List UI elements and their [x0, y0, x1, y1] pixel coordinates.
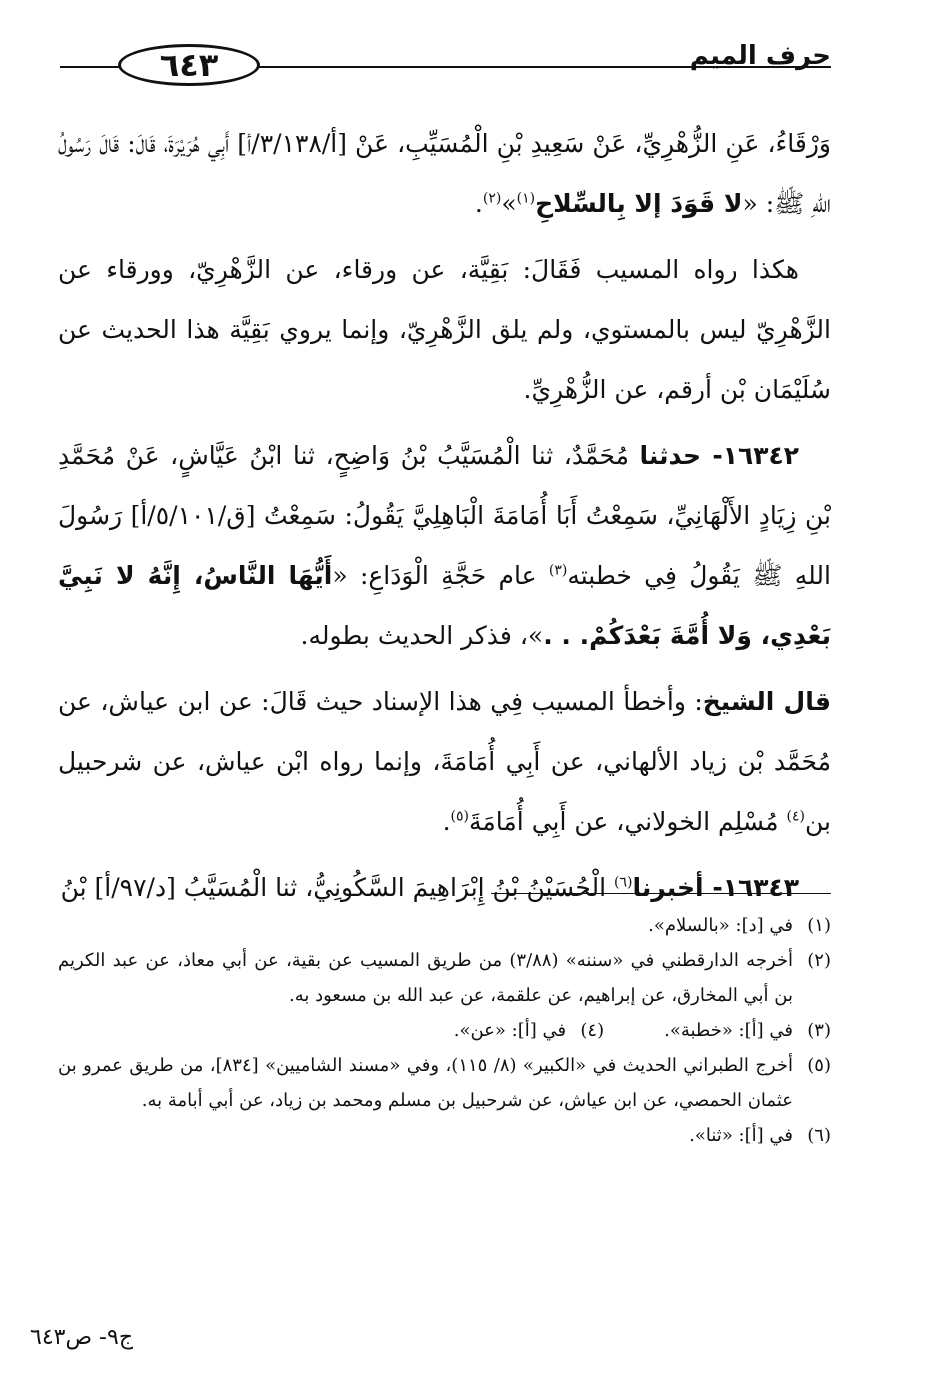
sheikh-text: : وأخطأ المسيب فِي هذا الإسناد حيث قَالَ: عن ابن عياش، عن مُحَمَّد بْن زياد الألهاني، عن أَبِي أُمَامَةَ، وإنما رواه ابْن عياش، عن شرحبيل بن — [58, 687, 831, 836]
footnote-text: أخرج الطبراني الحديث في «الكبير» (٨/ ١١٥)، وفي «مسند الشاميين» [٨٣٤]، من طريق عمرو بن عثمان الحمصي، عن ابن عياش، عن شرحبيل بن مسلم ومحمد بن زياد، عن أبي أبامة به. — [58, 1055, 793, 1111]
hadith-lead: أخبرنا — [632, 873, 704, 902]
hadith-text: الْحُسَيْنُ بْنُ إِبْرَاهِيمَ السَّكُونِيُّ، ثنا الْمُسَيَّبُ [د/٩٧/أ] بْنُ — [60, 873, 615, 902]
footnote-3 — [664, 1013, 831, 1048]
footnote-text: أخرجه الدارقطني في «سننه» (٣/٨٨) من طريق المسيب عن بقية، عن أبي معاذ، عن عبد الكريم بن أبي المخارق، عن إبراهيم، عن علقمة، عن عبد الله بن مسعود به. — [58, 950, 794, 1006]
footnote-separator — [491, 893, 831, 894]
hadith-number: ١٦٣٤٣- — [703, 873, 799, 902]
footnote-row-3-4 — [58, 1013, 831, 1048]
volume-page-signature: ج٩- ص٦٤٣ — [30, 1325, 134, 1350]
footnote-ref-3: (٣) — [548, 562, 568, 579]
main-text — [58, 114, 831, 924]
running-title: حرف الميم — [689, 41, 831, 71]
hadith-quote: لا قَوَدَ إلا بِالسِّلاحِ — [535, 189, 743, 218]
paragraph-1 — [58, 114, 831, 234]
footnote-number: (٥) — [807, 1055, 831, 1076]
footnote-text: في [أ]: «عن». — [453, 1020, 567, 1041]
footnote-ref-4: (٤) — [786, 808, 805, 825]
paragraph-hadith-16342 — [58, 426, 831, 666]
hadith-quote: أَيُّهَا النَّاسُ، إِنَّهُ لا نَبِيَّ بَعْدِي، وَلا أُمَّةَ بَعْدَكُمْ. . . — [58, 561, 831, 650]
quote-close: » — [501, 189, 517, 218]
footnote-text: في [أ]: «ثنا». — [689, 1125, 793, 1146]
footnote-number: (١) — [807, 915, 831, 936]
footnote-6 — [58, 1118, 831, 1153]
paragraph-2: هكذا رواه المسيب فَقَالَ: بَقِيَّة، عن ورقاء، عن الزَّهْرِيّ، وورقاء عن الزَّهْرِيّ ليس بالمستوي، ولم يلق الزَّهْرِيّ، وإنما يروي بَقِيَّة هذا الحديث عن سُلَيْمَان بْن أرقم، عن الزُّهْرِيِّ. — [58, 255, 831, 404]
footnote-2 — [58, 943, 831, 1013]
hadith-text-cont: عام حَجَّةِ الْوَدَاعِ: « — [332, 561, 549, 590]
footnote-ref-6: (٦) — [614, 874, 633, 891]
page-header — [60, 36, 831, 96]
hadith-lead: حدثنا — [639, 441, 701, 470]
sheikh-text-end: . — [442, 807, 451, 836]
footnote-number: (٤) — [580, 1020, 605, 1041]
footnote-number: (٦) — [807, 1125, 831, 1146]
footnote-1 — [58, 908, 831, 943]
sheikh-text-cont: مُسْلِم الخولاني، عن أَبِي أُمَامَةَ — [469, 807, 787, 836]
footnote-number: (٣) — [807, 1020, 831, 1041]
footnote-4 — [454, 1013, 604, 1048]
paragraph-1-text: وَرْقَاءُ، عَنِ الزُّهْرِيِّ، عَنْ سَعِيدِ بْنِ الْمُسَيِّبِ، عَنْ [أ/٣/١٣٨/أ] أَبِي هُرَيْرَةَ، قَالَ: قَالَ رَسُولُ اللهِ ﷺ: « — [58, 129, 831, 218]
footnote-ref-1: (١) — [516, 190, 536, 207]
paragraph-sheikh — [58, 672, 831, 852]
paragraph-1-end: . — [474, 189, 483, 218]
sheikh-lead: قال الشيخ — [702, 687, 831, 716]
hadith-text-end: »، فذكر الحديث بطوله. — [300, 621, 544, 650]
hadith-number: ١٦٣٤٢- — [701, 441, 799, 470]
hadith-text: مُحَمَّدٌ، ثنا الْمُسَيَّبُ بْنُ وَاضِحٍ، ثنا ابْنُ عَيَّاشٍ، عَنْ مُحَمَّدِ بْنِ زِيَادٍ الأَلْهَانِيِّ، سَمِعْتُ أَبَا أُمَامَةَ الْبَاهِلِيَّ يَقُولُ: سَمِعْتُ [ق/٥/١٠١/أ] رَسُولَ اللهِ ﷺ يَقُولُ فِي خطبته — [58, 441, 832, 590]
page-number-badge: ٦٤٣ — [118, 44, 260, 86]
footnotes — [58, 908, 831, 1153]
footnote-ref-5: (٥) — [450, 808, 469, 825]
footnote-text: في [أ]: «خطبة». — [664, 1020, 793, 1041]
footnote-5 — [58, 1048, 831, 1118]
footnote-text: في [د]: «بالسلام». — [648, 915, 793, 936]
footnote-number: (٢) — [807, 950, 831, 971]
footnote-ref-2: (٢) — [482, 190, 502, 207]
